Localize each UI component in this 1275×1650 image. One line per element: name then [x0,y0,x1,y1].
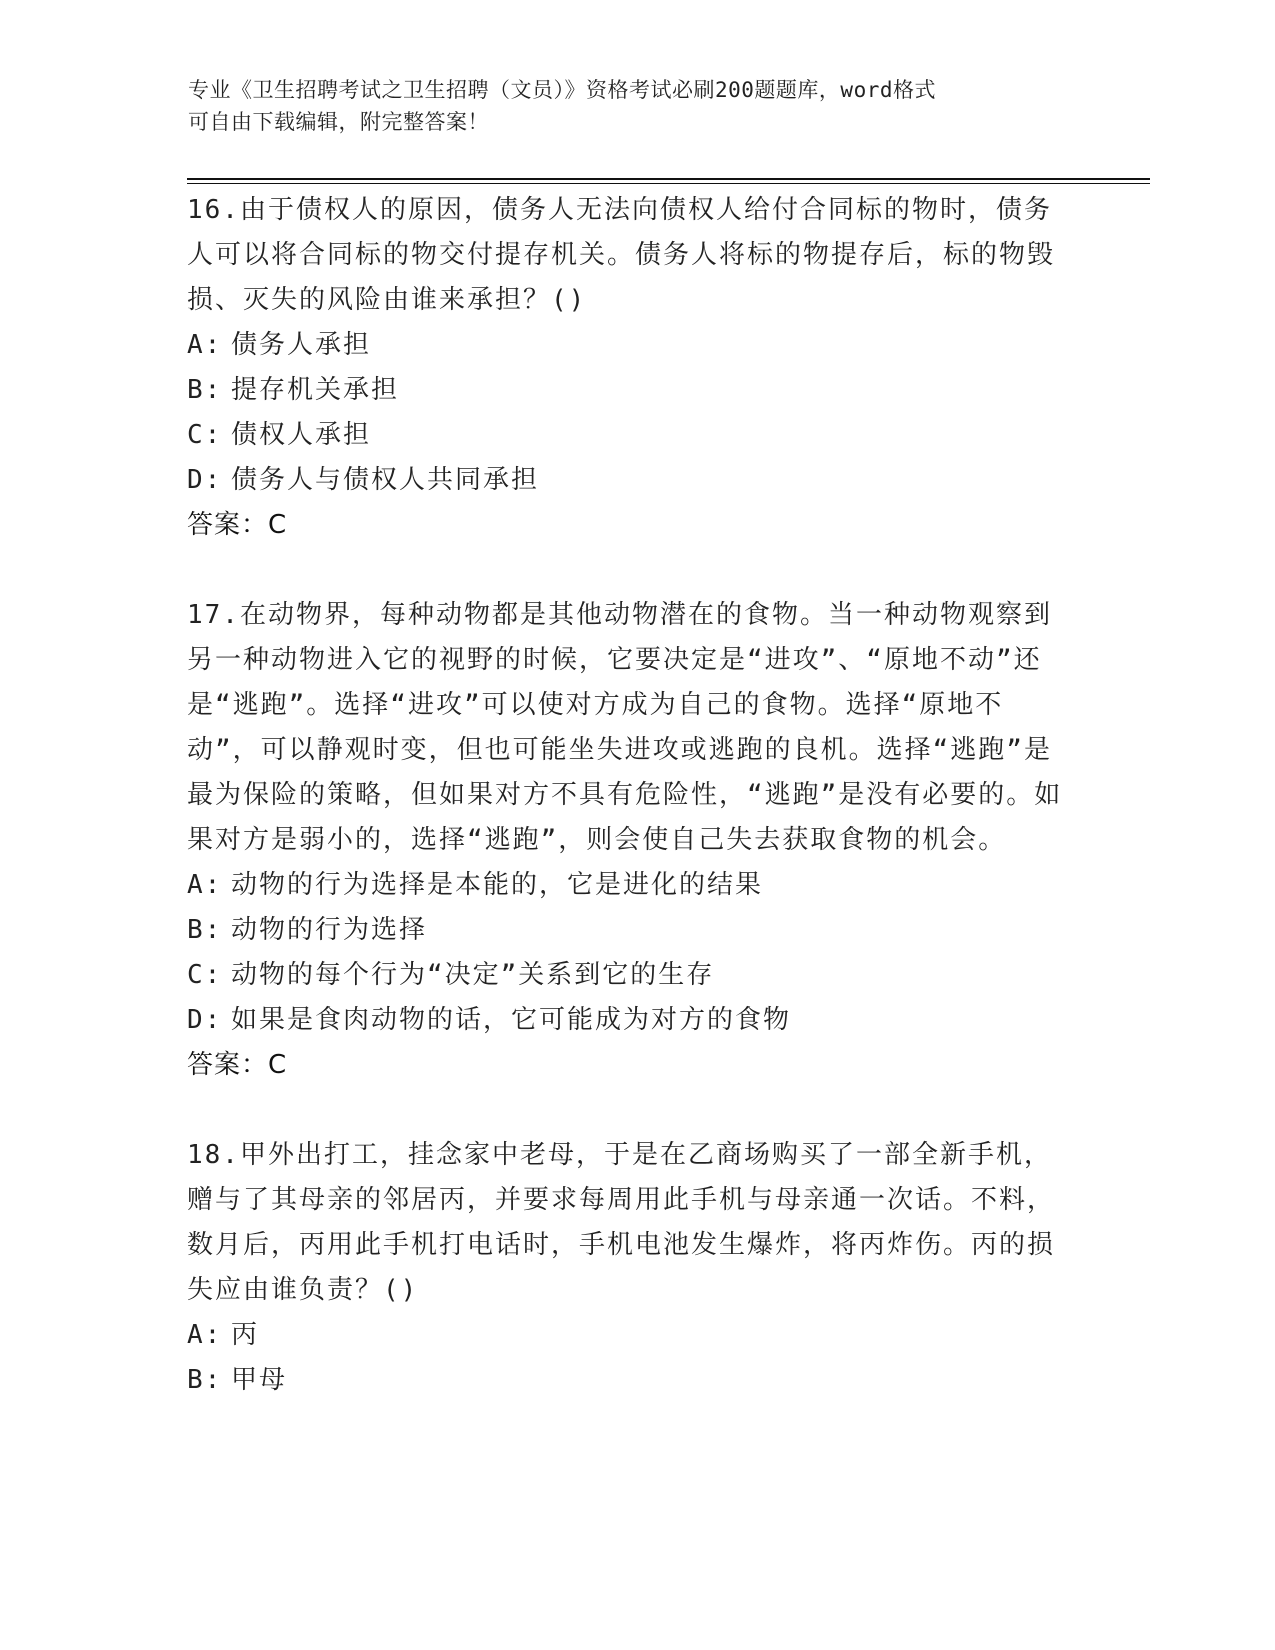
question-list [187,188,1067,1403]
option-key: D: [187,465,223,495]
answer-label: 答案：C [187,510,288,540]
document-header [188,74,1068,138]
option-d [187,998,1067,1043]
question-text: 16.由于债权人的原因，债务人无法向债权人给付合同标的物时，债务人可以将合同标的物交付提存机关。债务人将标的物提存后，标的物毁损、灭失的风险由谁来承担？() [187,195,1056,315]
option-a [187,1313,1067,1358]
option-text: 甲母 [231,1365,288,1395]
option-text: 动物的行为选择是本能的，它是进化的结果 [231,870,764,900]
option-text: 债务人承担 [231,330,372,360]
option-c [187,413,1067,458]
option-text: 债权人承担 [231,420,372,450]
option-a [187,863,1067,908]
header-line-1: 专业《卫生招聘考试之卫生招聘（文员）》资格考试必刷200题题库，word格式 [188,78,936,102]
option-text: 丙 [231,1320,260,1350]
option-a [187,323,1067,368]
option-b [187,368,1067,413]
option-text: 债务人与债权人共同承担 [231,465,540,495]
option-b [187,908,1067,953]
option-text: 提存机关承担 [231,375,400,405]
option-key: B: [187,375,223,405]
question-text: 18.甲外出打工，挂念家中老母，于是在乙商场购买了一部全新手机，赠与了其母亲的邻居丙，并要求每周用此手机与母亲通一次话。不料，数月后，丙用此手机打电话时，手机电池发生爆炸，将丙炸伤。丙的损失应由谁负责？() [187,1140,1056,1305]
option-b [187,1358,1067,1403]
option-c [187,953,1067,998]
option-d [187,458,1067,503]
option-key: D: [187,1005,223,1035]
question-spacer [187,1088,1067,1133]
question-16 [187,188,1067,548]
question-18 [187,1133,1067,1403]
option-text: 动物的行为选择 [231,915,428,945]
option-key: C: [187,420,223,450]
option-key: B: [187,915,223,945]
question-text: 17.在动物界，每种动物都是其他动物潜在的食物。当一种动物观察到另一种动物进入它的视野的时候，它要决定是“进攻”、“原地不动”还是“逃跑”。选择“进攻”可以使对方成为自己的食物。选择“原地不动”，可以静观时变，但也可能坐失进攻或逃跑的良机。选择“逃跑”是最为保险的策略，但如果对方不具有危险性，“逃跑”是没有必要的。如果对方是弱小的，选择“逃跑”，则会使自己失去获取食物的机会。 [187,600,1063,855]
header-line-2: 可自由下载编辑，附完整答案！ [188,110,489,134]
answer-label: 答案：C [187,1050,288,1080]
option-key: A: [187,870,223,900]
question-17 [187,593,1067,1088]
option-key: A: [187,1320,223,1350]
option-text: 动物的每个行为“决定”关系到它的生存 [231,960,715,990]
header-divider-thin [187,183,1150,184]
option-key: A: [187,330,223,360]
option-text: 如果是食肉动物的话，它可能成为对方的食物 [231,1005,792,1035]
question-spacer [187,548,1067,593]
option-key: B: [187,1365,223,1395]
header-divider-thick [187,178,1150,180]
option-key: C: [187,960,223,990]
